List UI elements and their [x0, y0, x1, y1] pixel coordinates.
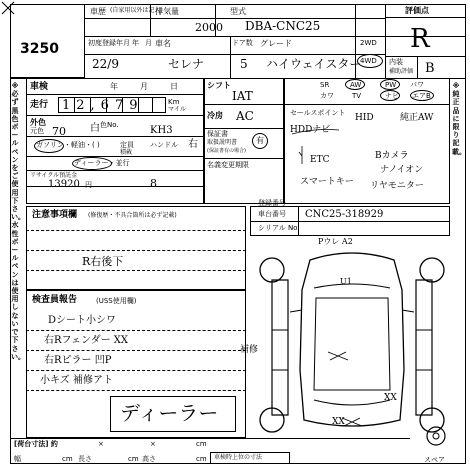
footer-cm-3: cm — [128, 455, 139, 463]
model-value: DBA-CNC25 — [245, 19, 321, 33]
registration-label: 登録番号 — [258, 199, 286, 207]
equip-aw: AW — [350, 81, 362, 89]
footer-width-label: 幅 — [14, 455, 21, 463]
footer-cm-1: cm — [196, 440, 207, 448]
footer-length-label: 長さ — [78, 455, 92, 463]
footer-roof-label: [荷台寸法] 約 — [14, 440, 58, 448]
selling-points-scribble — [284, 104, 450, 204]
prev-color-value: 70 — [52, 125, 66, 138]
car-model-label: 車台番号 — [258, 210, 286, 218]
inspection-year: 年 — [110, 82, 118, 91]
car-name-value: セレナ — [168, 57, 205, 71]
left-notice: ※必ず黒色ボールペンをご使用下さい。水性ボールペンは使用しないで下さい。 — [11, 82, 25, 361]
displacement-value: 2000 — [195, 21, 223, 34]
equip-kawa: カワ — [320, 92, 334, 100]
grade-value: R — [410, 24, 430, 54]
footer-cm-2: cm — [62, 455, 73, 463]
warranty-sub: (保証書有の場合) — [207, 148, 246, 154]
dealer-stamp: ディーラー — [120, 401, 219, 425]
drive-4wd: 4WD — [360, 57, 377, 65]
mileage-unit: Km — [168, 98, 180, 106]
equip-pw-circle — [380, 79, 400, 90]
color-value: 白 — [90, 123, 100, 134]
right-notice: ※純正品に限り記載。 — [452, 82, 466, 156]
handle-label: ハンドル — [150, 141, 178, 149]
grade-name-value: ハイウェイスター — [266, 57, 362, 71]
diagram-top-u1: U1 — [340, 277, 352, 286]
recycle-value: 13920 — [48, 179, 80, 190]
selling-point-0: HDDナビ — [290, 125, 331, 135]
diagram-front-xx: XX — [332, 417, 345, 427]
recycle-unit: 円 — [85, 181, 92, 189]
prev-color-label: 元色 — [30, 127, 44, 135]
handle-value: 右 — [188, 139, 198, 150]
attention-sub: (修復歴・不具合箇所は必ず記載) — [88, 212, 177, 219]
model-label: 型式 — [230, 7, 246, 16]
chassis-value: CNC25-318929 — [305, 209, 384, 220]
diagram-rear-roof: Pウレ A2 — [318, 237, 353, 246]
year-label: 年 — [132, 39, 139, 47]
aircon-label: 冷房 — [207, 111, 223, 120]
attention-value: R右後下 — [82, 255, 124, 268]
car-name-label: 車名 — [155, 39, 171, 48]
diagram-roof-side: 補修 — [240, 345, 259, 355]
shift-value: IAT — [232, 89, 253, 103]
equip-ps: パワ — [410, 81, 424, 89]
manual-label: 取扱説明書 — [207, 139, 238, 146]
mileage-value: 12,679 — [62, 98, 144, 113]
shift-label: シフト — [207, 81, 231, 90]
inspection-day: 日 — [170, 82, 178, 91]
warranty-label: 保証書 — [207, 130, 228, 138]
selling-point-2: 純正AW — [400, 113, 434, 123]
equip-pw: PW — [385, 81, 397, 89]
serial-label: シリアル No. — [258, 224, 300, 232]
car-diagram — [252, 237, 450, 450]
equip-sr: SR — [320, 81, 330, 89]
sale-label: ディーラー・並行 — [74, 159, 130, 167]
interior-label: 内装 — [389, 58, 403, 66]
displacement-label: 排気量 — [155, 7, 179, 16]
selling-point-7: リヤモニター — [370, 181, 424, 191]
color-no-label: 色No. — [100, 121, 119, 129]
equip-airbag-circle — [410, 90, 434, 101]
footer-height-label: 高さ — [142, 455, 156, 463]
inspector-title: 検査員報告 — [32, 295, 78, 305]
selling-points-label: セールスポイント — [290, 109, 346, 117]
interior-value: B — [425, 61, 435, 76]
equip-navi-circle — [380, 90, 400, 101]
inspector-sub: (USS使用欄) — [96, 297, 137, 305]
exterior-label: 補助評価 — [389, 68, 414, 75]
warranty-value: 有 — [256, 136, 264, 145]
name-change-label: 名義変更期限 — [207, 161, 249, 169]
grade-name-label: グレード — [260, 39, 292, 48]
color-label: 外色 — [30, 118, 46, 127]
inspector-line-3: 小キズ 補修アト — [40, 375, 113, 386]
lot-number: 3250 — [20, 41, 59, 57]
doors-label: ドア数 — [232, 39, 253, 47]
equip-aw-circle — [345, 79, 365, 90]
diagram-rear-xx: XX — [384, 393, 397, 403]
mileage-label: 走行 — [30, 100, 49, 110]
first-registration-label: 初度登録年月 — [88, 39, 130, 47]
first-registration-value: 22/9 — [92, 57, 119, 71]
capacity-label: 積載 — [120, 149, 133, 156]
footer-cm-4: cm — [196, 455, 207, 463]
footer-vehicle-top-label: 車検時上位の寸法 — [214, 454, 263, 461]
selling-point-3: ETC — [310, 155, 330, 165]
footer-times-1: × — [98, 440, 104, 448]
attention-title: 注意事項欄 — [32, 210, 78, 220]
recycle-label: リサイクル預託金 — [30, 172, 78, 179]
inspector-line-2: 右Rピラー 凹P — [44, 355, 112, 366]
fuel-label: ガソリン・軽油・( ) — [36, 141, 100, 149]
inspection-label: 車検 — [30, 82, 49, 92]
drive-2wd: 2WD — [360, 39, 377, 47]
footer-spare-label: スペア — [424, 456, 445, 464]
selling-point-1: HID — [355, 113, 374, 123]
equip-navi: ナビ — [385, 92, 399, 100]
grade-label: 評価点 — [405, 6, 429, 15]
inspector-line-0: Dシート小シワ — [48, 315, 117, 326]
selling-point-5: ナノイオン — [380, 165, 424, 175]
month-label: 月 — [145, 39, 152, 47]
vehicle-history-note: (自家用以外は記入) — [110, 7, 163, 14]
seats-label: 定員 — [120, 141, 134, 149]
doors-value: 5 — [240, 57, 248, 71]
selling-point-4: Bカメラ — [375, 151, 409, 161]
equip-tv: TV — [352, 92, 362, 100]
selling-point-6: スマートキー — [300, 177, 354, 187]
color-no-value: KH3 — [150, 125, 173, 136]
footer-times-2: × — [150, 440, 156, 448]
equip-airbag: エアB — [412, 92, 431, 100]
aircon-value: AC — [236, 109, 254, 123]
inspector-line-1: 右Rフェンダー XX — [44, 335, 129, 346]
mileage-unit-2: マイル — [168, 106, 186, 113]
seats-value: 8 — [150, 177, 157, 190]
vehicle-history-label: 車歴 — [90, 7, 106, 16]
inspection-month: 月 — [140, 82, 148, 91]
